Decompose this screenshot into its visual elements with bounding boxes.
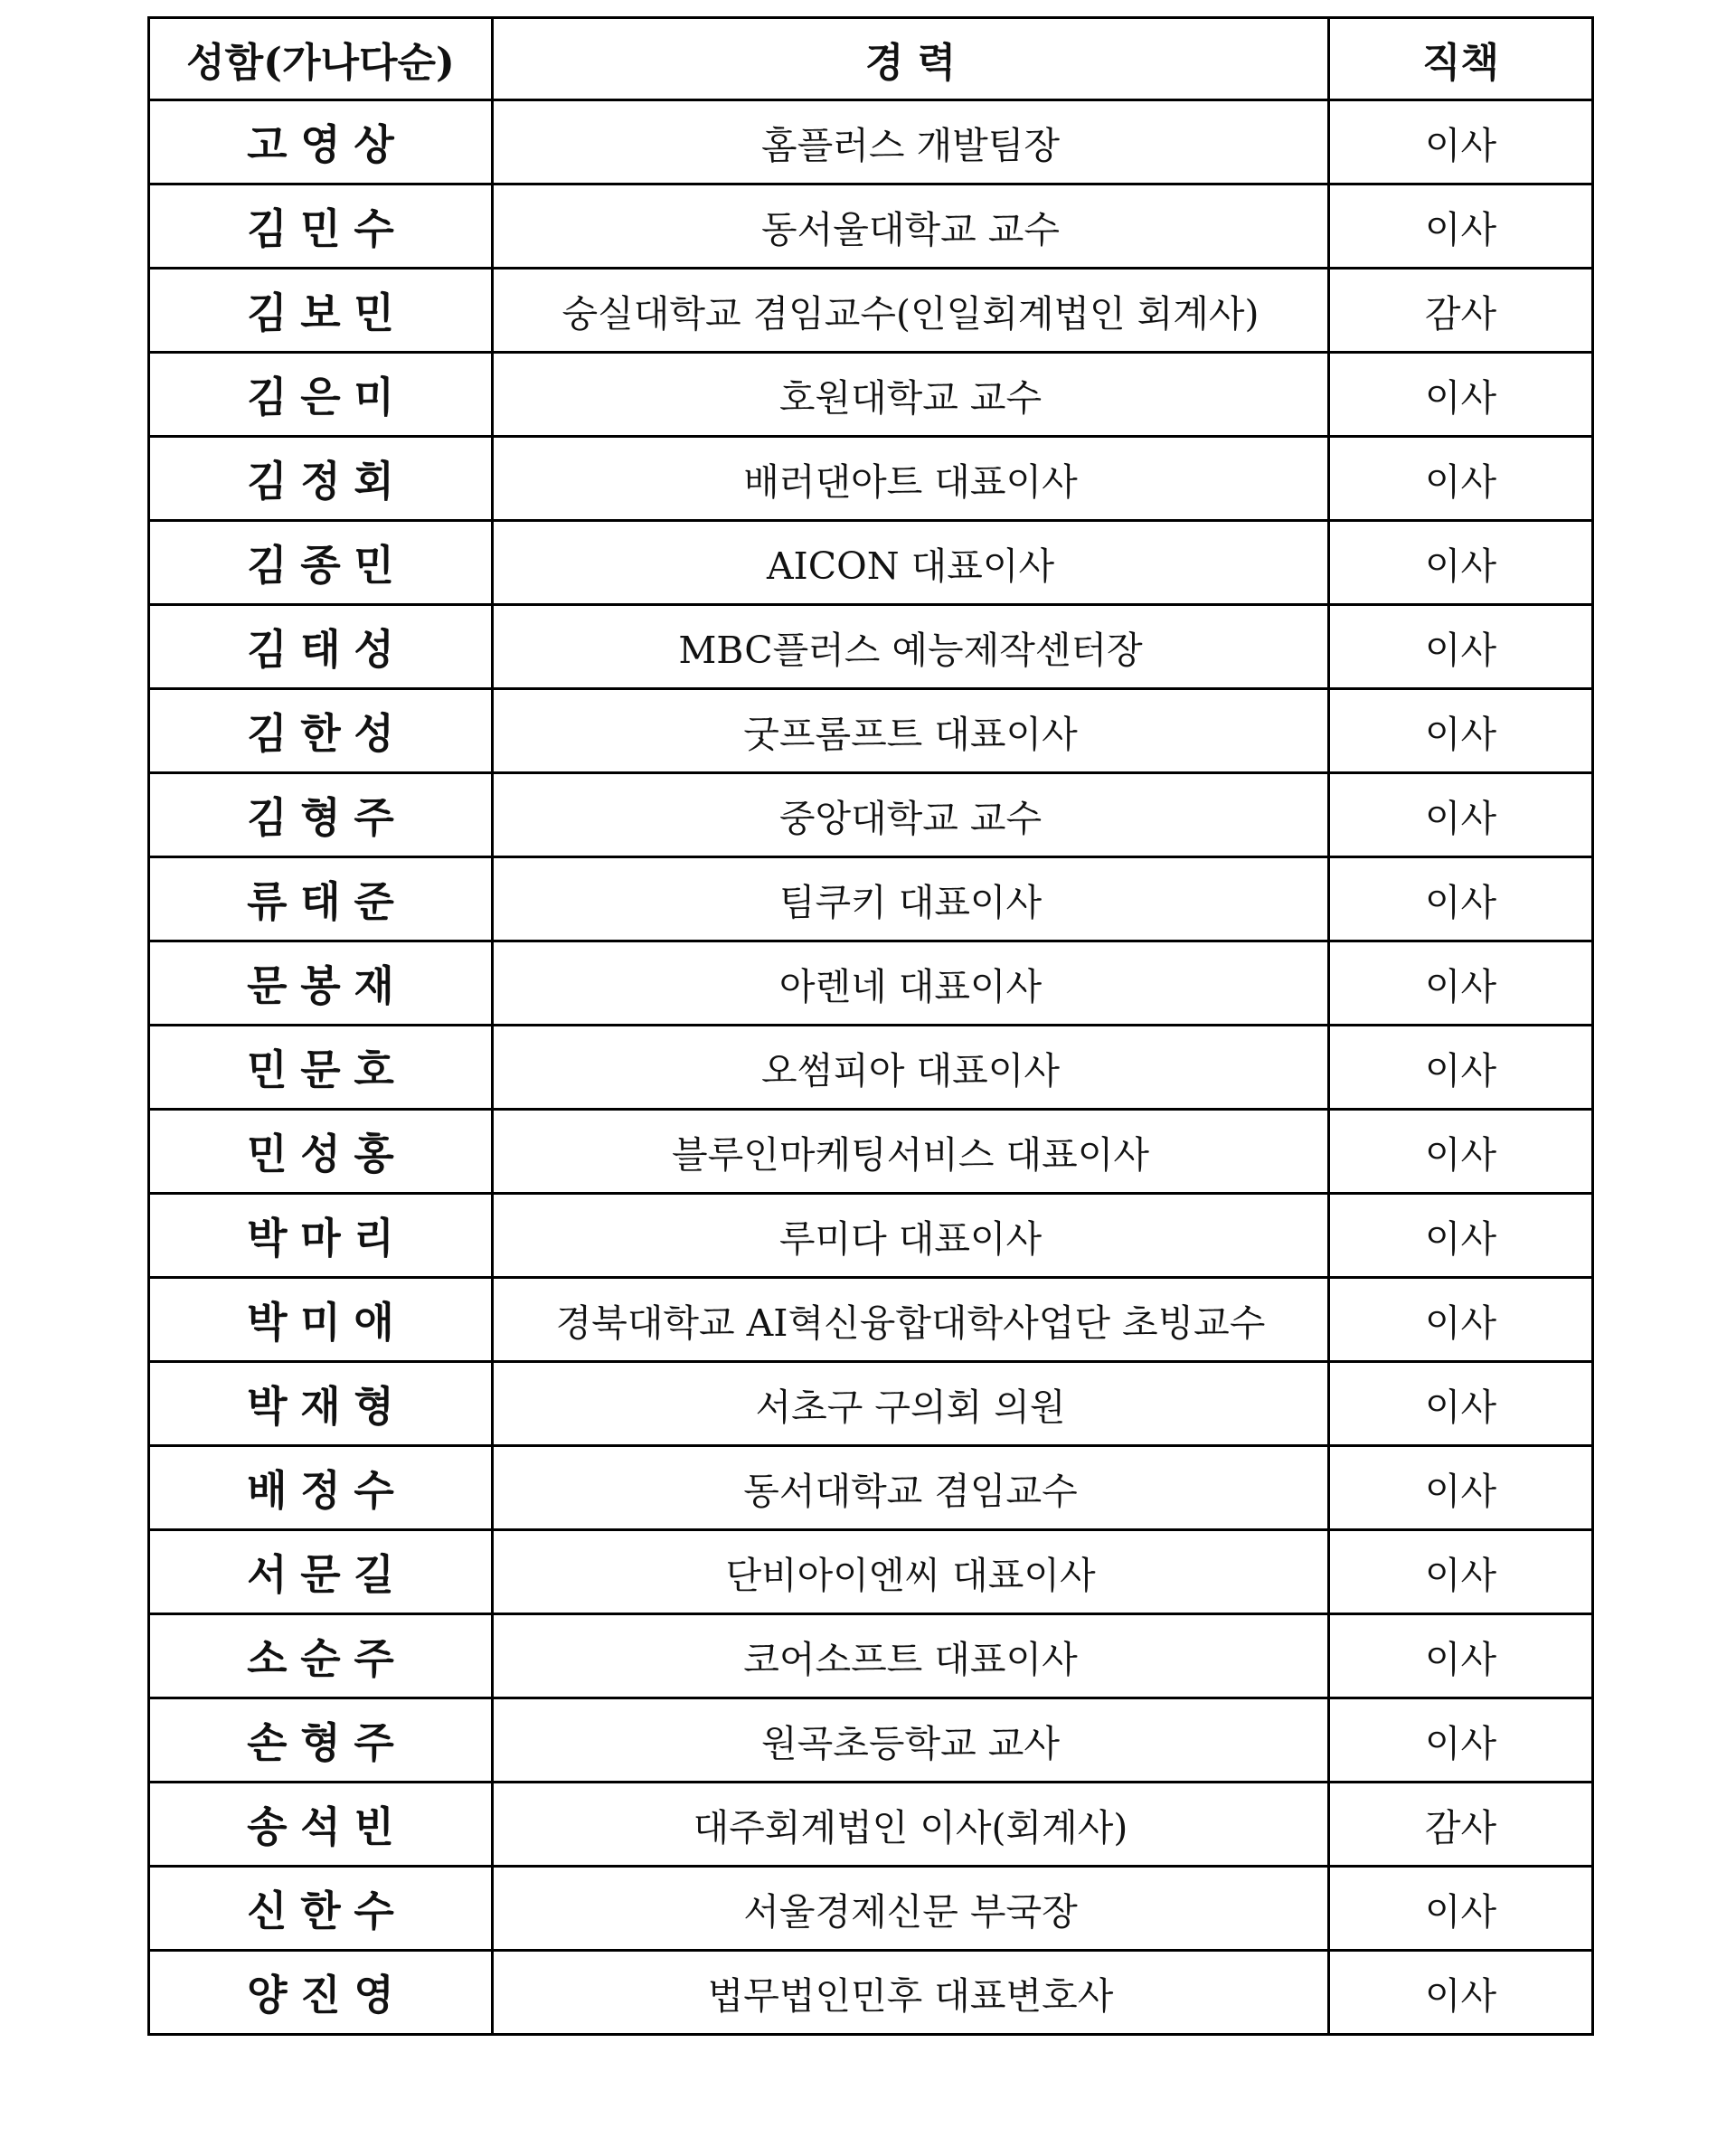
member-career: 경북대학교 AI혁신융합대학사업단 초빙교수 — [493, 1278, 1329, 1362]
member-career: 배러댄아트 대표이사 — [493, 437, 1329, 521]
member-name: 김은미 — [149, 353, 493, 437]
member-name: 박재형 — [149, 1362, 493, 1446]
member-position: 이사 — [1329, 605, 1593, 689]
member-position: 이사 — [1329, 1951, 1593, 2035]
table-row — [149, 1867, 1593, 1951]
member-career: 아렌네 대표이사 — [493, 941, 1329, 1026]
member-career: 블루인마케팅서비스 대표이사 — [493, 1110, 1329, 1194]
member-position: 이사 — [1329, 437, 1593, 521]
table-row — [149, 269, 1593, 353]
table-row — [149, 1783, 1593, 1867]
member-career: 오썸피아 대표이사 — [493, 1026, 1329, 1110]
member-name: 박미애 — [149, 1278, 493, 1362]
member-position: 이사 — [1329, 100, 1593, 184]
member-position: 이사 — [1329, 1698, 1593, 1783]
member-name: 문봉재 — [149, 941, 493, 1026]
table-row — [149, 605, 1593, 689]
table-row — [149, 1951, 1593, 2035]
member-name: 김형주 — [149, 773, 493, 857]
table-row — [149, 773, 1593, 857]
member-name: 배정수 — [149, 1446, 493, 1530]
header-career: 경 력 — [493, 18, 1329, 100]
member-career: MBC플러스 예능제작센터장 — [493, 605, 1329, 689]
table-row — [149, 521, 1593, 605]
member-career: 법무법인민후 대표변호사 — [493, 1951, 1329, 2035]
table-row — [149, 1698, 1593, 1783]
member-position: 이사 — [1329, 1362, 1593, 1446]
member-position: 이사 — [1329, 1194, 1593, 1278]
table-row — [149, 689, 1593, 773]
member-career: 굿프롬프트 대표이사 — [493, 689, 1329, 773]
table-row — [149, 1110, 1593, 1194]
member-career: 대주회계법인 이사(회계사) — [493, 1783, 1329, 1867]
member-position: 감사 — [1329, 269, 1593, 353]
table-row — [149, 941, 1593, 1026]
table-row — [149, 437, 1593, 521]
member-position: 이사 — [1329, 184, 1593, 269]
member-position: 이사 — [1329, 1278, 1593, 1362]
member-name: 김민수 — [149, 184, 493, 269]
table-row — [149, 1278, 1593, 1362]
member-name: 소순주 — [149, 1614, 493, 1698]
member-position: 이사 — [1329, 1530, 1593, 1614]
header-name: 성함(가나다순) — [149, 18, 493, 100]
table-row — [149, 1362, 1593, 1446]
member-name: 고영상 — [149, 100, 493, 184]
header-title: 직책 — [1329, 18, 1593, 100]
member-position: 이사 — [1329, 857, 1593, 941]
member-career: 중앙대학교 교수 — [493, 773, 1329, 857]
member-position: 감사 — [1329, 1783, 1593, 1867]
board-members-table-container — [147, 16, 1591, 2036]
member-name: 민문호 — [149, 1026, 493, 1110]
member-name: 민성홍 — [149, 1110, 493, 1194]
table-row — [149, 100, 1593, 184]
member-name: 류태준 — [149, 857, 493, 941]
member-position: 이사 — [1329, 1110, 1593, 1194]
member-career: 동서대학교 겸임교수 — [493, 1446, 1329, 1530]
table-row — [149, 1194, 1593, 1278]
member-career: AICON 대표이사 — [493, 521, 1329, 605]
member-position: 이사 — [1329, 521, 1593, 605]
member-career: 호원대학교 교수 — [493, 353, 1329, 437]
header-row — [149, 18, 1593, 100]
table-header — [149, 18, 1593, 100]
member-career: 단비아이엔씨 대표이사 — [493, 1530, 1329, 1614]
member-career: 동서울대학교 교수 — [493, 184, 1329, 269]
member-position: 이사 — [1329, 689, 1593, 773]
member-position: 이사 — [1329, 941, 1593, 1026]
member-career: 홈플러스 개발팀장 — [493, 100, 1329, 184]
member-position: 이사 — [1329, 1446, 1593, 1530]
table-row — [149, 353, 1593, 437]
member-position: 이사 — [1329, 1026, 1593, 1110]
table-body — [149, 100, 1593, 2035]
table-row — [149, 1446, 1593, 1530]
member-name: 박마리 — [149, 1194, 493, 1278]
table-row — [149, 1026, 1593, 1110]
member-career: 코어소프트 대표이사 — [493, 1614, 1329, 1698]
table-row — [149, 1614, 1593, 1698]
member-career: 루미다 대표이사 — [493, 1194, 1329, 1278]
member-position: 이사 — [1329, 1614, 1593, 1698]
member-name: 김정회 — [149, 437, 493, 521]
member-name: 손형주 — [149, 1698, 493, 1783]
board-members-table — [147, 16, 1594, 2036]
member-position: 이사 — [1329, 1867, 1593, 1951]
member-career: 서울경제신문 부국장 — [493, 1867, 1329, 1951]
member-name: 송석빈 — [149, 1783, 493, 1867]
member-name: 김한성 — [149, 689, 493, 773]
member-position: 이사 — [1329, 353, 1593, 437]
member-career: 숭실대학교 겸임교수(인일회계법인 회계사) — [493, 269, 1329, 353]
member-name: 김태성 — [149, 605, 493, 689]
member-career: 서초구 구의회 의원 — [493, 1362, 1329, 1446]
member-career: 원곡초등학교 교사 — [493, 1698, 1329, 1783]
table-row — [149, 1530, 1593, 1614]
member-position: 이사 — [1329, 773, 1593, 857]
member-name: 김보민 — [149, 269, 493, 353]
member-name: 서문길 — [149, 1530, 493, 1614]
member-name: 김종민 — [149, 521, 493, 605]
member-name: 신한수 — [149, 1867, 493, 1951]
table-row — [149, 184, 1593, 269]
table-row — [149, 857, 1593, 941]
member-career: 팀쿠키 대표이사 — [493, 857, 1329, 941]
member-name: 양진영 — [149, 1951, 493, 2035]
